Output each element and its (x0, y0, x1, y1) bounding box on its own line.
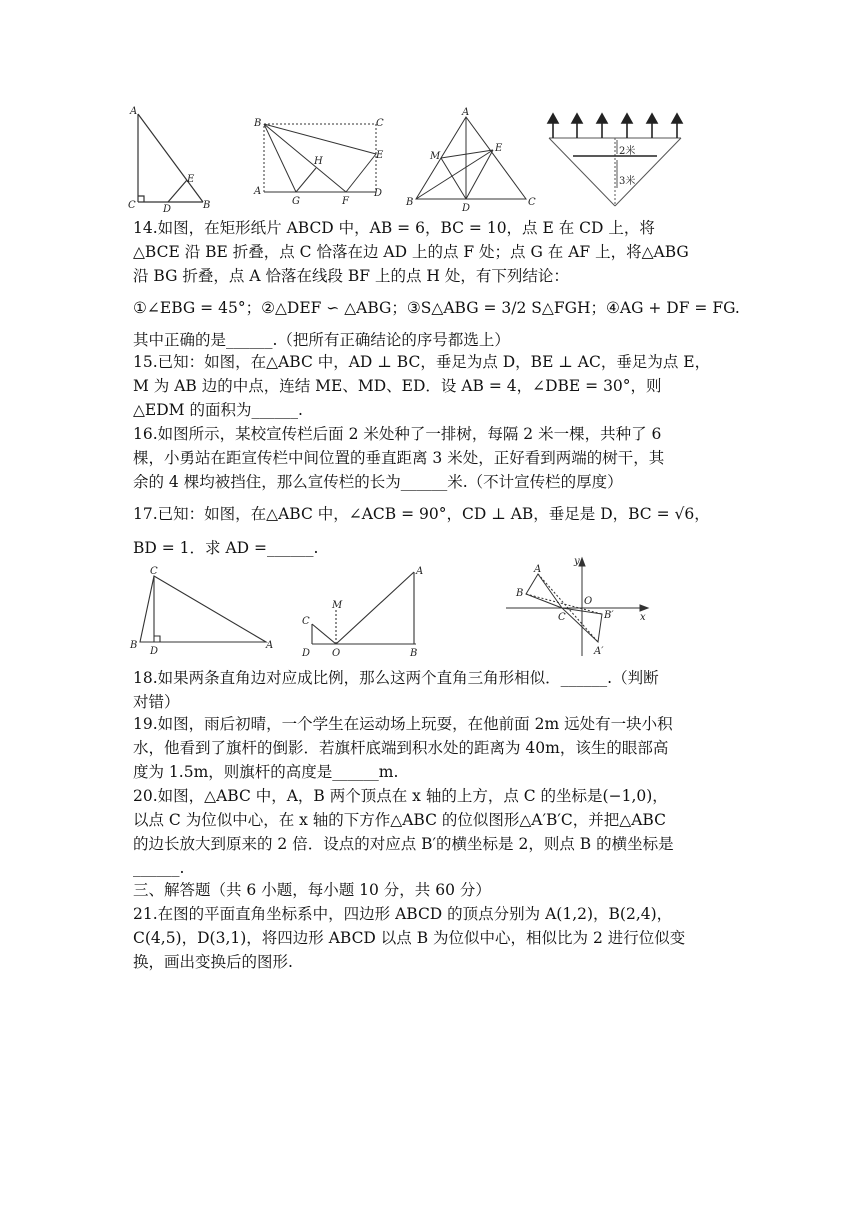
label-C: C (302, 616, 310, 627)
label-A: A (416, 566, 424, 577)
q19-line1: 19.如图，雨后初晴，一个学生在运动场上玩耍，在他前面 2m 远处有一块小积 (133, 715, 673, 733)
label-D: D (462, 203, 471, 213)
label-C: C (558, 612, 566, 623)
q17-line1: 17.已知：如图，在△ABC 中，∠ACB = 90°，CD ⊥ AB，垂足是 D，BC = √6， (133, 505, 710, 523)
label-E: E (495, 143, 503, 154)
label-A: A (462, 107, 470, 118)
q19-line2: 水，他看到了旗杆的倒影．若旗杆底端到积水处的距离为 40m，该生的眼部高 (133, 739, 669, 757)
q14-answer: 其中正确的是______.（把所有正确结论的序号都选上） (133, 331, 510, 349)
label-x: x (640, 612, 646, 623)
middle-figures-row (0, 556, 860, 662)
label-y: y (574, 556, 580, 567)
q20-line3: 的边长放大到原来的 2 倍．设点的对应点 B′的横坐标是 2，则点 B 的横坐标是 (133, 835, 674, 853)
label-D: D (150, 646, 159, 654)
label-D: D (302, 648, 311, 658)
q15-line3: △EDM 的面积为______. (133, 401, 303, 419)
label-A-prime: A′ (594, 646, 604, 657)
label-M: M (430, 151, 441, 162)
top-figures-row (0, 100, 860, 215)
label-B: B (130, 640, 138, 651)
q20-line4: ______. (133, 859, 185, 877)
figure-homothety-axes (502, 556, 652, 660)
figure-right-triangle-ace (125, 100, 210, 212)
label-E: E (187, 174, 195, 185)
q15-line1: 15.已知：如图，在△ABC 中，AD ⊥ BC，垂足为点 D，BE ⊥ AC，垂足为点 E， (133, 353, 711, 371)
figure-rectangle-fold (250, 110, 390, 210)
label-O: O (332, 648, 341, 658)
label-C: C (128, 200, 136, 211)
label-D: D (374, 188, 383, 199)
figure-triangle-altitudes (402, 105, 542, 213)
label-B: B (203, 200, 210, 211)
label-M: M (332, 600, 343, 611)
figure-trees-billboard (545, 110, 685, 212)
label-B: B (254, 118, 262, 129)
label-B: B (516, 588, 524, 599)
label-A: A (254, 186, 262, 197)
label-O: O (584, 596, 593, 607)
label-A: A (130, 106, 138, 117)
label-B: B (410, 648, 418, 658)
q16-line3: 余的 4 棵均被挡住，那么宣传栏的长为______米.（不计宣传栏的厚度） (133, 473, 623, 491)
q14-line1: 14.如图，在矩形纸片 ABCD 中，AB = 6，BC = 10，点 E 在 CD 上，将 (133, 219, 655, 237)
q19-line3: 度为 1.5m，则旗杆的高度是______m. (133, 763, 399, 781)
figure-flagpole-reflection (298, 562, 428, 658)
q20-line1: 20.如图，△ABC 中，A，B 两个顶点在 x 轴的上方，点 C 的坐标是(−1,0)， (133, 787, 668, 805)
q15-line2: M 为 AB 边的中点，连结 ME、MD、ED．设 AB = 4，∠DBE = 30°，则 (133, 377, 662, 395)
label-2m: 2米 (619, 146, 636, 157)
q14-line2: △BCE 沿 BE 折叠，点 C 恰落在边 AD 上的点 F 处；点 G 在 AF 上，将△ABG (133, 243, 689, 261)
q20-line2: 以点 C 为位似中心，在 x 轴的下方作△ABC 的位似图形△A′B′C，并把△ABC (133, 811, 666, 829)
label-B: B (406, 197, 414, 208)
label-3m: 3米 (619, 176, 636, 187)
q16-line1: 16.如图所示，某校宣传栏后面 2 米处种了一排树，每隔 2 米一棵，共种了 6 (133, 425, 662, 443)
label-A: A (534, 564, 542, 575)
q18-line1: 18.如果两条直角边对应成比例，那么这两个直角三角形相似．______.（判断 (133, 669, 659, 687)
label-C: C (376, 118, 384, 129)
label-H: H (314, 156, 323, 167)
section-title-answers: 三、解答题（共 6 小题，每小题 10 分，共 60 分） (133, 881, 491, 899)
q16-line2: 棵，小勇站在距宣传栏中间位置的垂直距离 3 米处，正好看到两端的树干，其 (133, 449, 665, 467)
q21-line2: C(4,5)，D(3,1)，将四边形 ABCD 以点 B 为位似中心，相似比为 2 进行位似变 (133, 929, 686, 947)
q14-line3: 沿 BG 折叠，点 A 恰落在线段 BF 上的点 H 处，有下列结论： (133, 267, 569, 285)
q14-options: ①∠EBG = 45°；②△DEF ∽ △ABG；③S△ABG = 3/2 S△FGH；④AG + DF = FG. (133, 299, 740, 317)
label-F: F (342, 196, 349, 207)
q21-line3: 换，画出变换后的图形. (133, 953, 293, 971)
label-C: C (150, 566, 158, 577)
q18-line2: 对错） (133, 693, 180, 711)
label-C: C (528, 197, 536, 208)
label-A: A (266, 640, 274, 651)
label-D: D (163, 204, 172, 212)
label-B-prime: B′ (604, 610, 614, 621)
q21-line1: 21.在图的平面直角坐标系中，四边形 ABCD 的顶点分别为 A(1,2)，B(2,4)， (133, 905, 673, 923)
label-E: E (376, 150, 384, 161)
label-G: G (292, 196, 300, 207)
figure-right-triangle-cd-altitude (126, 564, 276, 654)
q17-line2: BD = 1．求 AD =______. (133, 539, 319, 557)
